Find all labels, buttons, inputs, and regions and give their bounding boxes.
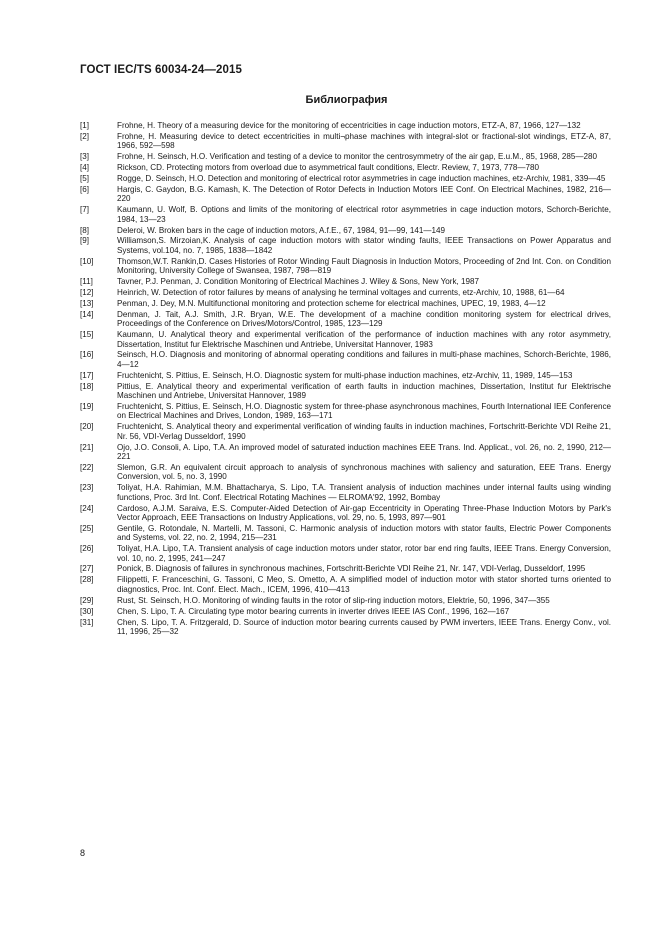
reference-item	[80, 163, 611, 172]
reference-item	[80, 121, 611, 130]
reference-text: Deleroi, W. Broken bars in the cage of induction motors, A.f.E., 67, 1984, 91—99, 141—149	[117, 225, 445, 235]
reference-number: [20]	[80, 422, 94, 432]
reference-number: [25]	[80, 523, 94, 533]
reference-number: [15]	[80, 330, 94, 340]
reference-number: [5]	[80, 174, 89, 184]
reference-number: [27]	[80, 564, 94, 574]
reference-item	[80, 310, 611, 329]
reference-item	[80, 236, 611, 255]
reference-text: Kaumann, U. Analytical theory and experimental verification of the performance of induction machines with any rotor asymmetry, Dissertation, Institut fur Elektrische Maschinen und Antriebe, Universitat Hannover, 1983	[117, 330, 611, 349]
reference-number: [18]	[80, 381, 94, 391]
reference-item	[80, 152, 611, 161]
reference-text: Heinrich, W. Detection of rotor failures by means of analysing he terminal voltages and currents, etz-Archiv, 10, 1988, 61—64	[117, 288, 565, 297]
reference-number: [19]	[80, 401, 94, 411]
bibliography-title: Библиография	[305, 94, 388, 106]
reference-text: Frohne, H. Measuring device to detect eccentricities in multi¬phase machines with integral-slot or fractional-slot windings, ETZ-A, 87, 1966, 592—598	[117, 131, 611, 151]
reference-text: Slemon, G.R. An equivalent circuit approach to analysis of synchronous machines with saliency and saturation, EEE Trans. Energy Conversion, vol. 5, no. 3, 1990	[117, 462, 611, 482]
reference-number: [3]	[80, 152, 89, 162]
reference-item	[80, 288, 611, 297]
reference-text: Cardoso, A.J.M. Saraiva, E.S. Computer-Aided Detection of Air-gap Eccentricity in Operating Three-Phase Induction Motors by Park's Vector Approach, EEE Transactions on Industry Applications, vol. 29, no. 5, 1993, 897—901	[117, 503, 611, 522]
reference-number: [29]	[80, 595, 94, 605]
reference-number: [26]	[80, 544, 94, 554]
reference-number: [13]	[80, 298, 94, 308]
reference-text: Williamson,S. Mirzoian,K. Analysis of cage induction motors with stator winding faults, IEEE Transactions on Power Apparatus and Systems, vol.104, no. 7, 1985, 1838—1842	[117, 236, 611, 255]
reference-item	[80, 185, 611, 204]
reference-text: Pittius, E. Analytical theory and experimental verification of earth faults in induction machines, Dissertation, Institut fur Elektrische Maschinen und Antriebe, Universitat Hannover, 1989	[117, 381, 611, 401]
reference-number: [14]	[80, 309, 94, 319]
reference-number: [7]	[80, 205, 89, 215]
reference-text: Rickson, CD. Protecting motors from overload due to asymmetrical fault conditions, Electr. Review, 7, 1973, 778—780	[117, 163, 539, 173]
reference-text: Denman, J. Tait, A.J. Smith, J.R. Bryan, W.E. The development of a machine condition monitoring system for electrical drives, Proceedings of the Conference on Drives/Motors/Control, 1985, 123—129	[117, 309, 611, 329]
reference-text: Thomson,W.T. Rankin,D. Cases Histories of Rotor Winding Fault Diagnosis in Induction Motors, Proceeding of 2nd Int. Con. on Condition Monitoring, University College of Swansea, 1987, 798—819	[117, 256, 611, 276]
reference-number: [2]	[80, 131, 89, 141]
reference-number: [16]	[80, 350, 94, 360]
reference-item	[80, 277, 611, 286]
reference-text: Penman, J. Dey, M.N. Multifunctional monitoring and protection scheme for electrical machines, UPEC, 19, 1983, 4—12	[117, 298, 546, 308]
reference-text: Rust, St. Seinsch, H.O. Monitoring of winding faults in the rotor of slip-ring induction motors, Elektrie, 50, 1996, 347—355	[117, 595, 550, 605]
reference-item	[80, 618, 611, 637]
reference-item	[80, 524, 611, 543]
reference-item	[80, 330, 611, 349]
reference-text: Rogge, D. Seinsch, H.O. Detection and monitoring of electrical rotor asymmetries in cage induction machines, etz-Archiv, 1981, 339—45	[117, 174, 606, 184]
reference-text: Ojo, J.O. Consoli, A. Lipo, T.A. An improved model of saturated induction machines EEE Trans. Ind. Applicat., vol. 26, no. 2, 1990, 212—221	[117, 442, 611, 461]
reference-item	[80, 205, 611, 224]
reference-item	[80, 443, 611, 462]
reference-item	[80, 402, 611, 421]
reference-number: [23]	[80, 483, 94, 493]
reference-item	[80, 350, 611, 369]
reference-number: [10]	[80, 256, 94, 266]
reference-number: [12]	[80, 288, 94, 297]
reference-number: [6]	[80, 184, 89, 194]
document-code: ГОСТ IEC/TS 60034-24—2015	[80, 64, 242, 76]
reference-item	[80, 382, 611, 401]
reference-text: Toliyat, H.A. Lipo, T.A. Transient analysis of cage induction motors under stator, rotor bar end ring faults, IEEE Trans. Energy Conversion, vol. 10, no. 2, 1995, 241—247	[117, 544, 611, 563]
reference-list	[80, 121, 611, 638]
reference-number: [11]	[80, 277, 93, 287]
reference-text: Seinsch, H.O. Diagnosis and monitoring of abnormal operating conditions and failures in multi-phase machines, Schorch-Berichte, 1986, 4—12	[117, 350, 611, 369]
reference-item	[80, 483, 611, 502]
reference-number: [28]	[80, 575, 94, 585]
reference-text: Fruchtenicht, S. Analytical theory and experimental verification of winding faults in induction machines, Fortschritt-Berichte VDI Reihe 21, Nr. 56, VDI-Verlag Dusseldorf, 1990	[117, 422, 611, 441]
reference-number: [24]	[80, 503, 94, 513]
reference-item	[80, 299, 611, 308]
reference-number: [8]	[80, 225, 89, 235]
reference-item	[80, 596, 611, 605]
reference-item	[80, 132, 611, 151]
reference-item	[80, 174, 611, 183]
reference-text: Ponick, B. Diagnosis of failures in synchronous machines, Fortschritt-Berichte VDI Reihe 21, Nr. 147, VDI-Verlag, Dusseldorf, 1995	[117, 564, 586, 574]
page-number: 8	[80, 848, 86, 858]
reference-text: Filippetti, F. Franceschini, G. Tassoni, C Meo, S. Ometto, A. A simplified model of induction motor with stator shorted turns oriented to diagnostics, Proc. Int. Conf. Elect. Mach., ICEM, 1996, 410—413	[117, 575, 611, 594]
reference-number: [31]	[80, 617, 94, 627]
reference-number: [30]	[80, 606, 94, 616]
reference-item	[80, 463, 611, 482]
reference-text: Toliyat, H.A. Rahimian, M.M. Bhattacharya, S. Lipo, T.A. Transient analysis of induction machines under internal faults using winding functions, Proc. 3rd Int. Conf. Electrical Rotating Machines — ELROMA'92, 1992, Bombay	[117, 483, 611, 502]
reference-text: Gentile, G. Rotondale, N. Martelli, M. Tassoni, C. Harmonic analysis of induction motors with stator faults, Electric Power Components and Systems, vol. 22, no. 2, 1994, 215—231	[117, 523, 611, 543]
reference-number: [22]	[80, 462, 94, 472]
reference-text: Fruchtenicht, S. Pittius, E. Seinsch, H.O. Diagnostic system for multi-phase induction machines, etz-Archiv, 11, 1989, 145—153	[117, 370, 573, 380]
reference-text: Tavner, P.J. Penman, J. Condition Monitoring of Electrical Machines J. Wiley & Sons, New York, 1987	[117, 277, 479, 287]
reference-item	[80, 544, 611, 563]
reference-item	[80, 564, 611, 573]
reference-number: [9]	[80, 236, 89, 246]
reference-item	[80, 371, 611, 380]
reference-text: Frohne, H. Seinsch, H.O. Verification and testing of a device to monitor the centrosymmetry of the air gap, E.u.M., 85, 1968, 285—280	[117, 152, 598, 162]
reference-text: Kaumann, U. Wolf, B. Options and limits of the monitoring of electrical rotor asymmetries in cage induction motors, Schorch-Berichte, 1984, 13—23	[117, 205, 611, 224]
reference-item	[80, 226, 611, 235]
reference-text: Chen, S. Lipo, T. A. Fritzgerald, D. Source of induction motor bearing currents caused by PWM inverters, IEEE Trans. Energy Conv., vol. 11, 1996, 25—32	[117, 617, 611, 636]
reference-number: [4]	[80, 163, 89, 173]
reference-text: Hargis, C. Gaydon, B.G. Kamash, K. The Detection of Rotor Defects in Induction Motors IEE Conf. On Electrical Machines, 1982, 216—220	[117, 184, 611, 204]
reference-text: Fruchtenicht, S. Pittius, E. Seinsch, H.O. Diagnostic system for three-phase asynchronous machines, Fourth International IEE Conference on Electrical Machines and Drives, London, 1989, 163—171	[117, 401, 611, 421]
reference-item	[80, 607, 611, 616]
reference-text: Frohne, H. Theory of a measuring device for the monitoring of eccentricities in cage induction motors, ETZ-A, 87, 1966, 127—132	[117, 121, 581, 130]
reference-number: [21]	[80, 442, 94, 452]
reference-item	[80, 422, 611, 441]
reference-item	[80, 575, 611, 594]
reference-item	[80, 504, 611, 523]
reference-number: [1]	[80, 121, 89, 130]
reference-text: Chen, S. Lipo, T. A. Circulating type motor bearing currents in inverter drives IEEE IAS Conf., 1996, 162—167	[117, 606, 510, 616]
reference-item	[80, 257, 611, 276]
reference-number: [17]	[80, 370, 94, 380]
